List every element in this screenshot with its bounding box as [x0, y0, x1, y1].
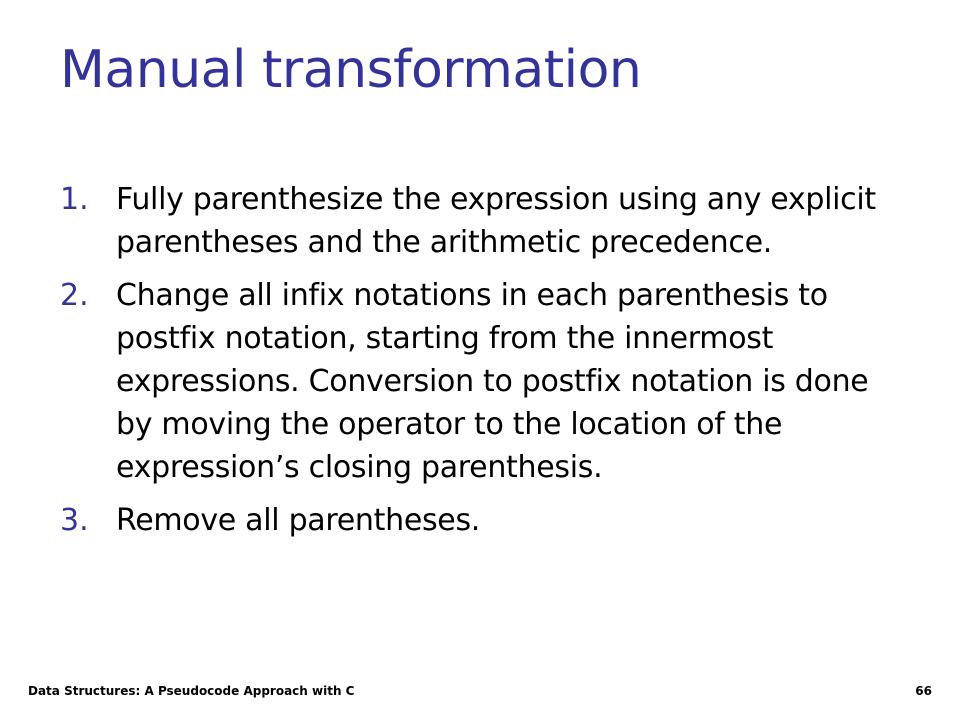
step-text: Change all infix notations in each parenthesis to postfix notation, starting from the innermost expressions. Conversion to postfix notation is done by moving the operator to the location of the expression’s closing parenthesis. [116, 278, 869, 485]
step-number: 3. [60, 503, 89, 538]
slide-title: Manual transformation [60, 40, 642, 100]
step-number: 1. [60, 182, 89, 217]
list-item [60, 178, 910, 264]
step-text: Fully parenthesize the expression using any explicit parentheses and the arithmetic precedence. [116, 182, 876, 260]
steps-list [60, 178, 910, 552]
step-number: 2. [60, 278, 89, 313]
step-text: Remove all parentheses. [116, 503, 481, 538]
list-item [60, 274, 910, 489]
footer-book-title: Data Structures: A Pseudocode Approach with C [28, 684, 355, 698]
list-item [60, 499, 910, 542]
footer-page-number: 66 [915, 684, 932, 698]
